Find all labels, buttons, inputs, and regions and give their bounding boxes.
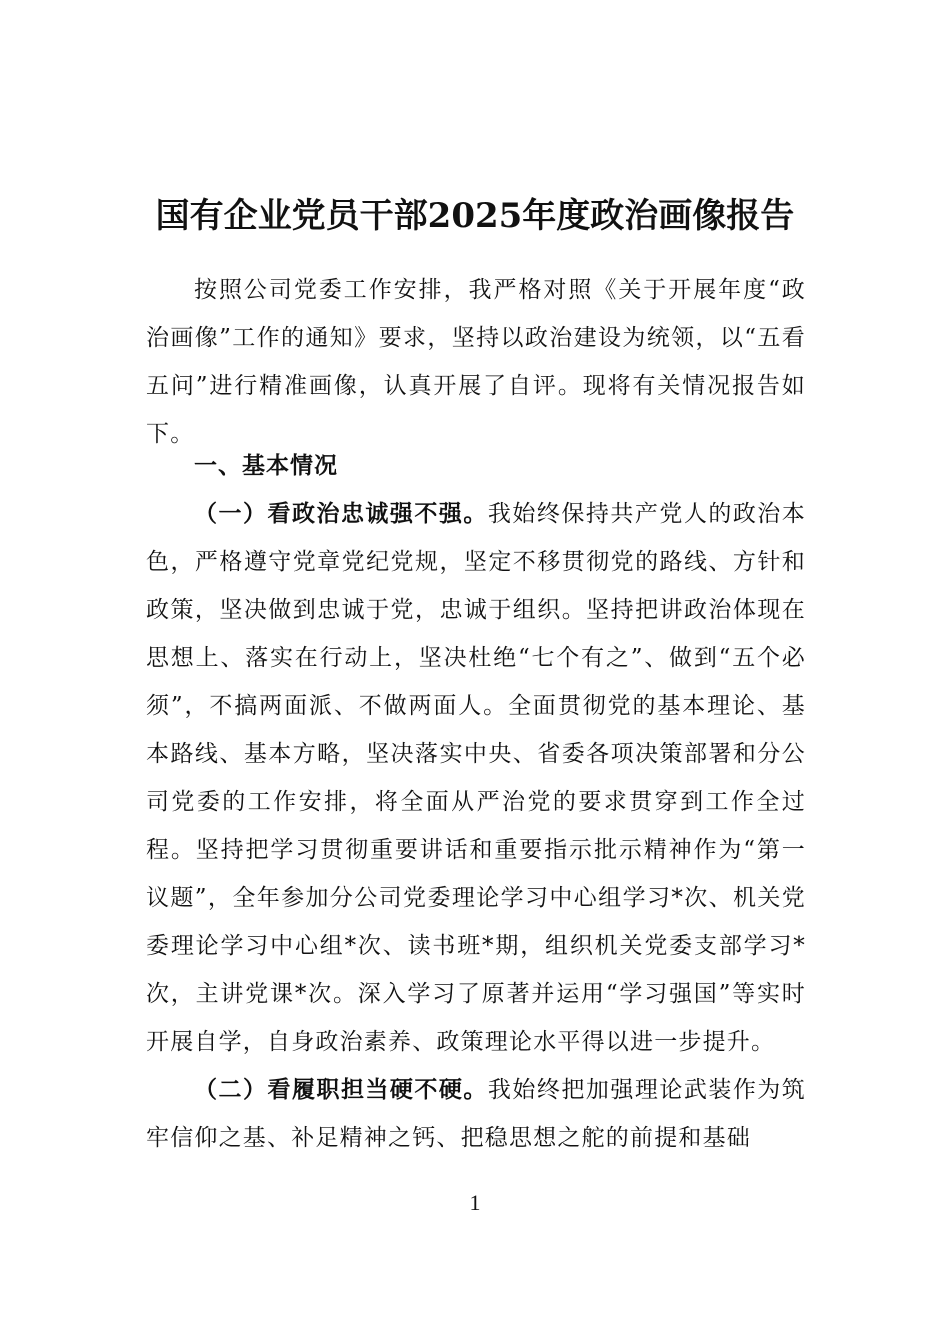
paragraph-duty-responsibility-text: 我始终把加强理论武装作为筑牢信仰之基、补足精神之钙、把稳思想之舵的前提和基础	[146, 1077, 806, 1151]
section-heading-basic-situation: 一、基本情况	[194, 453, 338, 479]
subheading-political-loyalty: （一）看政治忠诚强不强。	[194, 500, 488, 527]
document-title: 国有企业党员干部2025年度政治画像报告	[155, 195, 795, 236]
intro-paragraph: 按照公司党委工作安排，我严格对照《关于开展年度“政治画像”工作的通知》要求，坚持以政治建设为统领，以“五看五问”进行精准画像，认真开展了自评。现将有关情况报告如下。	[146, 277, 806, 447]
paragraph-political-loyalty-text: 我始终保持共产党人的政治本色，严格遵守党章党纪党规，坚定不移贯彻党的路线、方针和政策，坚决做到忠诚于党，忠诚于组织。坚持把讲政治体现在思想上、落实在行动上，坚决杜绝“七个有之”、做到“五个必须”，不搞两面派、不做两面人。全面贯彻党的基本理论、基本路线、基本方略，坚决落实中央、省委各项决策部署和分公司党委的工作安排，将全面从严治党的要求贯穿到工作全过程。坚持把学习贯彻重要讲话和重要指示批示精神作为“第一议题”，全年参加分公司党委理论学习中心组学习*次、机关党委理论学习中心组*次、读书班*期，组织机关党委支部学习*次，主讲党课*次。深入学习了原著并运用“学习强国”等实时开展自学，自身政治素养、政策理论水平得以进一步提升。	[146, 501, 806, 1055]
page-number: 1	[469, 1190, 481, 1215]
paragraph-political-loyalty	[146, 490, 806, 1066]
paragraph-duty-responsibility	[146, 1066, 806, 1162]
subheading-duty-responsibility: （二）看履职担当硬不硬。	[194, 1076, 488, 1103]
